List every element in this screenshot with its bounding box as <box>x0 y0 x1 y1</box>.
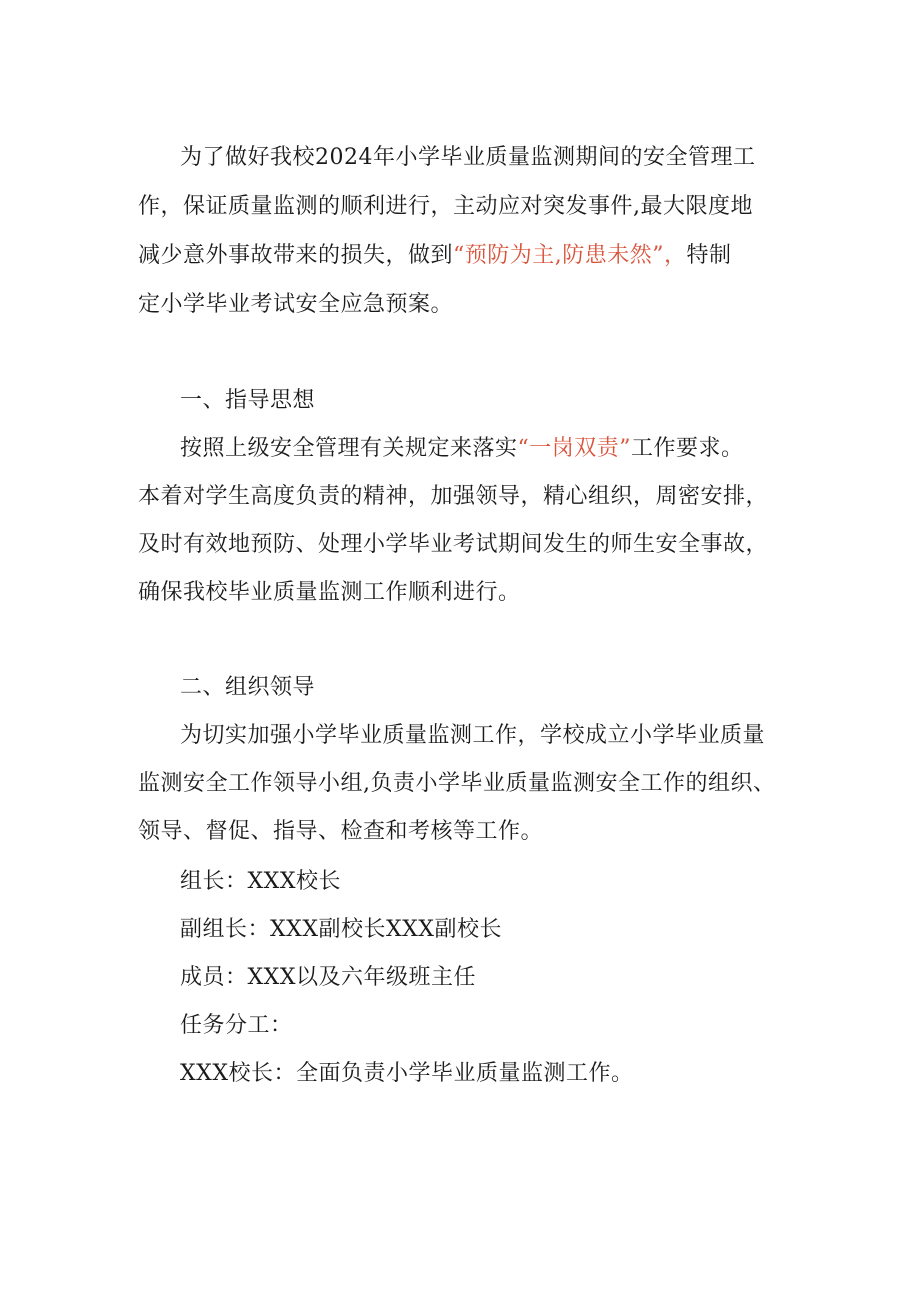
task-item-1: XXX校长：全面负责小学毕业质量监测工作。 <box>180 1061 634 1086</box>
intro-highlight-quote: “预防为主,防患未然”， <box>453 243 687 268</box>
group-leader: 组长：XXX校长 <box>180 869 341 894</box>
section1-line-3: 及时有效地预防、处理小学毕业考试期间发生的师生安全事故， <box>138 532 769 557</box>
intro-line-3-start: 减少意外事故带来的损失，做到 <box>138 243 454 268</box>
section1-highlight-quote: “一岗双责” <box>517 436 632 461</box>
section2-line-1: 为切实加强小学毕业质量监测工作，学校成立小学毕业质量 <box>180 723 766 748</box>
deputy-leaders: 副组长：XXX副校长XXX副校长 <box>180 917 502 942</box>
group-members: 成员：XXX以及六年级班主任 <box>180 965 476 990</box>
intro-line-2: 作，保证质量监测的顺利进行，主动应对突发事件,最大限度地 <box>138 194 753 219</box>
task-division-heading: 任务分工： <box>180 1013 293 1038</box>
intro-line-4: 定小学毕业考试安全应急预案。 <box>138 292 454 317</box>
section1-line-2: 本着对学生高度负责的精神，加强领导，精心组织，周密安排， <box>138 484 769 509</box>
section2-line-3: 领导、督促、指导、检查和考核等工作。 <box>138 819 544 844</box>
section1-line-1 <box>180 425 744 473</box>
section1-line-1-end: 工作要求。 <box>631 436 744 461</box>
section1-heading: 一、指导思想 <box>180 388 316 413</box>
section2-line-2: 监测安全工作领导小组,负责小学毕业质量监测安全工作的组织、 <box>138 771 776 796</box>
intro-line-3 <box>138 232 732 280</box>
section1-line-4: 确保我校毕业质量监测工作顺利进行。 <box>138 580 521 605</box>
section2-heading: 二、组织领导 <box>180 675 316 700</box>
section1-line-1-start: 按照上级安全管理有关规定来落实 <box>180 436 518 461</box>
intro-line-1: 为了做好我校2024年小学毕业质量监测期间的安全管理工 <box>180 145 756 170</box>
intro-line-3-end: 特制 <box>686 243 732 268</box>
